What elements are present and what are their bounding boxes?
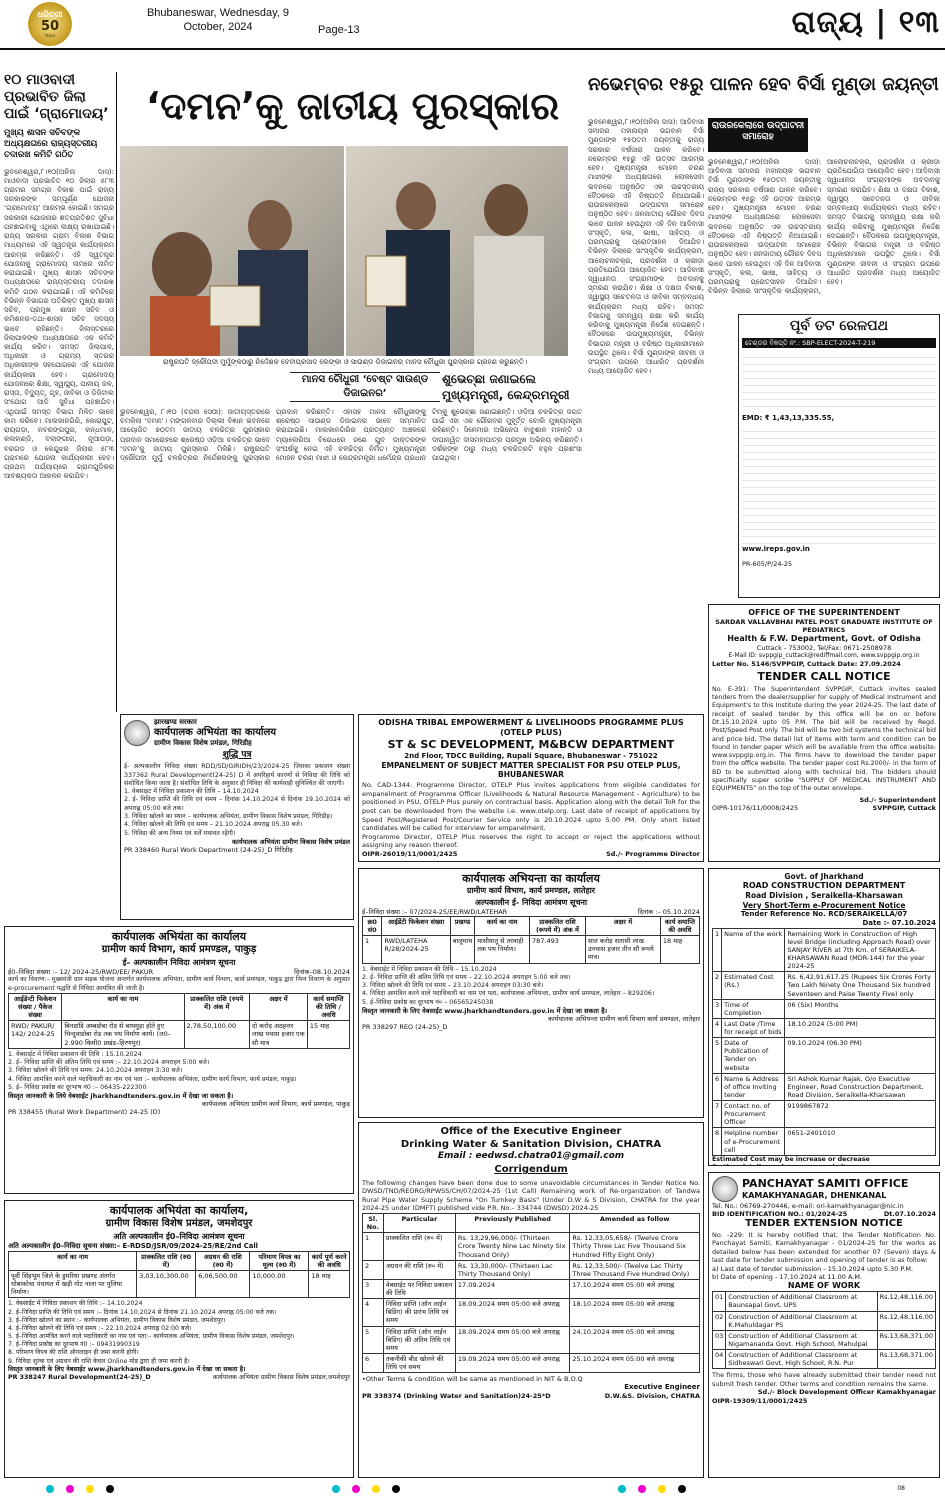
pakur-th-3: अक्षर में <box>249 993 307 1020</box>
jsr-sub: अति अल्पकालीन ई0–निविदा आमंत्रण सूचना <box>113 1232 245 1242</box>
print-registration-strip <box>0 1482 945 1497</box>
pakur-site: विस्तृत जानकारी के लिये वेबसाईट jharkhandtenders.gov.in में देखा जा सकता है। <box>8 1092 234 1101</box>
column-rule <box>116 72 117 712</box>
chatra-cell-5-2: 19.09.2024 समय 05:00 बजे अपराह्न <box>455 1353 569 1372</box>
latehar-td-5: सात करोड़ सतासी लाख उनचास हजार तीन सौ रूपये मात्र। <box>585 936 660 963</box>
latehar-th-6: कार्य समाप्ति की अवधि <box>660 916 699 935</box>
anniversary-logo <box>28 2 72 46</box>
ecor-title: ପୂର୍ବ ତଟ ରେଳପଥ <box>789 318 889 334</box>
table-row <box>363 936 700 963</box>
chatra-th-1: Particular <box>383 1214 455 1233</box>
pakur-ad <box>4 926 354 1194</box>
panchayat-b: b) Date of opening - 17.10.2024 at 11.00 A.M. <box>712 1273 863 1282</box>
work-cell-1-0: 02 <box>713 1311 726 1330</box>
panchayat-ref: OIPR-19309/11/0001/2425 <box>712 1396 808 1405</box>
rcd-cell-7-0: 8 <box>713 1128 722 1155</box>
chatra-th-2: Previously Published <box>455 1214 569 1233</box>
jsr-td-3: 10,000.00 <box>250 1270 309 1297</box>
rcd-cell-2-2: 06 (Six) Months <box>785 999 936 1018</box>
chatra-ad <box>358 1122 704 1478</box>
giridih-line3: ग्रामीण विकास विशेष प्रमंडल, गिरिडीह <box>154 739 252 748</box>
giridih-body: ई- अल्पकालीन निविदा संख्या RDD/SD/GIRIDH/23/2024-25 जिसका प्रकाशन संख्या 337362 Rural Development(24-25) D में अपरिहार्य कारणों से निविदा की तिथि को संशोधित किया जाता है। संशोधित तिथि के अनुसार ही निविदा की कार्यवाही सुनिश्चित की जाएगी। 1. वेबसाइट में निविदा प्रकाशन की तिथि – 14.10.2024 2. ई- निविदा प्राप्ति की तिथि एवं समय – दिनांक 14.10.2024 से दिनांक 19.10.2024 को अपराह्न 05:00 बजे तक। 3. निविदा खोलने का स्थान – कार्यपालक अभियंता, ग्रामीण विकास विशेष प्रमंडल, गिरिडीह। 4. निविदा खोलने की तिथि एवं समय – 21.10.2024 अपराह्न 05.30 बजे। 5. निविदा की अन्य नियम एवं शर्तें यथावत रहेंगी। <box>124 763 350 837</box>
otelp-head2: ST & SC DEVELOPMENT, M&BCW DEPARTMENT <box>387 738 675 751</box>
panchayat-body: No. -229: It is hereby notified that, the Tender Notification No. Panchayat Samiti, Kamakhyanagar - 01/2024-25 for the works as detailed below has been extended for another 07 (Seven) days & last date for tender submission and opening of tender is as follow: <box>712 1230 936 1265</box>
table-row <box>363 1353 700 1372</box>
pakur-sub: ई– अल्पकालीन निविदा आमंत्रण सूचना <box>122 958 236 968</box>
pakur-th-2: प्राक्कलित राशि (रुपये में) अंक में <box>184 993 249 1020</box>
rcd-cell-5-2: Sri Ashok Kumar Rajak, O/o Executive Engineer, Road Construction Department, Road Division, Seraikella-Kharsawan <box>785 1073 936 1100</box>
svppgip-line1: OFFICE OF THE SUPERINTENDENT <box>748 608 900 617</box>
latehar-sign: कार्यपालक अभियन्ता ग्रामीण कार्य विभाग कार्य प्रमण्डल, लातेहार <box>548 1015 700 1024</box>
chatra-line2: Drinking Water & Sanitation Division, CHATRA <box>400 1138 662 1150</box>
giridih-ad <box>120 714 354 920</box>
work-cell-0-1: Construction of Additional Classroom at Baunsapal Govt. UPS <box>726 1292 877 1311</box>
pakur-td-2: 2,78,50,100.00 <box>184 1021 249 1048</box>
chatra-cell-1-3: Rs. 12,33,500/- (Twelve Lac Thirty Three Thousand Five Hundred Only) <box>570 1260 700 1279</box>
pakur-date: दिनांक–08.10.2024 <box>294 968 350 977</box>
pakur-notes: 1. वेबसाईट में निविदा प्रकाशन की तिथि : 15.10.2024 2. ई– निविदा प्राप्ति की अंतिम तिथि एवं समय :– 22.10.2024 अपराहन 5:00 बजे। 3. निविदा खोलने की तिथि एवं समय: 24.10.2024 अपराहन 3:30 बजे। 4. निविदा आमंत्रित करने वाले पदाधिकारी का नाम एवं पता :– कार्यपालक अभियंता, ग्रामीण कार्य विभाग, कार्य प्रमंडल, पाकुड़। 5. ई– निविदा प्रकोष्ठ का दूरभाष नं0 :– 06435-222300 <box>8 1050 297 1091</box>
chatra-cell-5-1: तकनीकी बीड खोलने की तिथि एवं समय <box>383 1353 455 1372</box>
ecor-text-lines-2 <box>742 425 936 545</box>
work-cell-3-2: Rs.13,68,371.00 <box>877 1350 935 1369</box>
giridih-sub: शुद्धि पत्र <box>222 750 252 760</box>
pakur-intro: कार्य का विवरण:– मुख्यमंत्री ग्राम सड़क योजना अन्तर्गत कार्यपालक अभियंता, ग्रामीण कार्य विभाग, कार्य प्रमण्डल, पाकुड़ द्वारा निम्न विवरण के अनुसार e-procurement पद्धति से निविदा आमंत्रित की जाती है। <box>8 976 350 992</box>
ecor-site: www.ireps.gov.in <box>742 545 810 554</box>
jsr-table <box>8 1251 350 1299</box>
rcd-cell-7-1: Helpline number of e-Procurement cell <box>722 1128 785 1155</box>
logo-text: ଧରିତ୍ରୀ <box>37 10 63 19</box>
jsr-line2: ग्रामीण विकास विशेष प्रमंडल, जमशेदपुर <box>105 1217 253 1229</box>
latehar-table <box>362 916 700 964</box>
table-row <box>9 1021 350 1048</box>
latehar-site: विस्तृत जानकारी के लिए वेबसाईट www.jharkhandtenders.gov.in में देखा जा सकता है। <box>362 1006 608 1015</box>
latehar-td-6: 18 माह <box>660 936 699 963</box>
odisha-emblem-icon <box>712 1176 738 1202</box>
rcd-note2 <box>712 1164 936 1166</box>
chatra-table <box>362 1213 700 1373</box>
giridih-ref: PR 338460 Rural Work Department (24-25)_D गिरिडीह <box>124 846 293 855</box>
table-row <box>713 972 936 999</box>
chatra-cell-3-0: 4 <box>363 1299 384 1326</box>
chatra-line3: Email : eedwsd.chatra01@gmail.com <box>437 1151 625 1161</box>
latehar-notes: 1. वेबसाईट में निविदा प्रकाशन की तिथि – 15.10.2024 2. ई- निविदा प्राप्ति की अंतिम तिथि एवं समय – 22.10.2024 अपराहन 5:00 बजे तक। 3. निविदा खोलने की तिथि एवं समय – 23.10.2024 अपराहन 03:30 बजे। 4. निविदा आमंत्रित करने वाले पदाधिकारी का नाम एवं पता, कार्यपालक अभियन्ता, ग्रामीण कार्य प्रमण्डल, लातेहार – 829206। 5. ई–निविदा प्रकोष्ठ का दूरभाष नं० – 06565245038 <box>362 965 655 1006</box>
svppgip-footer <box>712 804 936 812</box>
table-row <box>713 1038 936 1074</box>
pakur-line2: ग्रामीण कार्य विभाग, कार्य प्रमण्डल, पाकुड़ <box>101 943 257 955</box>
logo-sub: Years <box>44 33 56 38</box>
ecor-ad <box>738 314 940 598</box>
chatra-sub: Corrigendum <box>494 1164 568 1176</box>
award-photo-right <box>346 146 568 356</box>
svppgip-sign2: SVPPGIP, Cuttack <box>872 803 936 812</box>
chatra-cell-3-1: निविदा प्राप्ति (ऑन लाईन बिडिंग) की प्रारंभ तिथि एवं समय <box>383 1299 455 1326</box>
chatra-cell-4-1: निविदा प्राप्ति (ऑन लाईन बिडिंग) की अंतिम तिथि एवं समय <box>383 1326 455 1353</box>
otelp-head4: EMPANELMENT OF SUBJECT MATTER SPECIALIST FOR PSU OTELP PLUS, BHUBANESWAR <box>381 760 681 779</box>
registration-dots-3 <box>612 1485 692 1496</box>
work-cell-2-1: Construction of Additional Classroom at Nigamananda Govt. High School, Mahulpal <box>726 1330 877 1349</box>
rcd-table <box>712 928 936 1156</box>
rcd-line4: Very Short-Term e-Procurement Notice <box>742 900 906 910</box>
work-cell-0-2: Rs.12,48,116.00 <box>877 1292 935 1311</box>
otelp-head1: ODISHA TRIBAL EMPOWERMENT & LIVELIHOODS PROGRAMME PLUS (OTELP PLUS) <box>378 718 684 737</box>
jsr-footer <box>8 1374 350 1382</box>
work-cell-1-2: Rs.12,48,116.00 <box>877 1311 935 1330</box>
birsa-subbox <box>708 118 808 152</box>
panchayat-title: PANCHAYAT SAMITI OFFICE <box>742 1177 909 1191</box>
table-header <box>363 1214 700 1233</box>
chatra-th-3: Amended as follow <box>570 1214 700 1233</box>
latehar-th-2: प्रखण्ड <box>450 916 475 935</box>
ecor-tender-no: ଟେଣ୍ଡର ବିଜ୍ଞପ୍ତି ନଂ.: SBP-ELECT-2024-T-219 <box>742 338 936 348</box>
pakur-td-3: दो करोड़ अठहत्तर लाख पचास हजार एक सौ मात्र <box>249 1021 307 1048</box>
table-row <box>363 1326 700 1353</box>
svppgip-line6: Letter No. 5146/SVPPGIP, Cuttack Date: 27.09.2024 <box>712 659 901 668</box>
chatra-sign1: Executive Engineer <box>624 1383 700 1392</box>
chatra-cell-1-1: अग्रधन की राशि (रु० में) <box>383 1260 455 1279</box>
table-header <box>9 1251 350 1270</box>
jsr-sign: कार्यपालक अभियंता ग्रामीण विकास विशेष प्रमंडल,जमशेदपुर <box>212 1373 350 1381</box>
latehar-noline <box>362 908 700 916</box>
latehar-th-0: क्र0 सं0 <box>363 916 382 935</box>
otelp-body: No. CAD-1344: Programme Director, OTELP Plus invites applications from eligible candidates for empanelment of Programme Officer (Livelihoods & Natural Resource Management - Agriculture) to be positioned in PSU, OTELP Plus purely on contractual basis. Application along with the detail ToR for the post can be downloaded from the website i.e. www.otelp.org. Last date of receipt of applications by Speed Post/Registered Post/Courier Service only is 20.10.2024 upto 5.00 PM. Only short listed candidates will be called for interview for empanelment. Programme Director, OTELP Plus reserves the right to accept or reject the applications without assigning any reason thereof. <box>362 781 700 850</box>
otelp-ref: OIPR-26019/11/0001/2425 <box>362 849 458 858</box>
dateline: Bhubaneswar, Wednesday, 9 October, 2024 <box>146 7 290 34</box>
registration-dots-2 <box>326 1485 406 1496</box>
jsr-line1: कार्यपालक अभियंता का कार्यालय, <box>109 1204 249 1217</box>
rcd-cell-0-2: Remaining Work in Construction of High level Bridge (including Approach Road) over SANJAY RIVER at 7th Km. of SERAIKELA-KHARSAWAN Road (MDR-144) for the year 2024-25 <box>785 928 936 972</box>
jsr-td-1: 3,03,10,300.00 <box>137 1270 196 1297</box>
latehar-td-2: बालूमाथ <box>450 936 475 963</box>
masthead-logo <box>6 2 76 46</box>
jsr-td-4: 18 माह <box>309 1270 350 1297</box>
rcd-date: Date :- 07.10.2024 <box>862 918 936 927</box>
birsa-headline: ନଭେମ୍ବର ୧୫ରୁ ପାଳନ ହେବ ବିର୍ସା ମୁଣ୍ଡା ଜୟନ୍ତୀ <box>588 74 939 95</box>
registration-marks <box>0 1482 945 1497</box>
chatra-cell-0-0: 1 <box>363 1233 384 1260</box>
daman-headline: ‘ଦମନ’କୁ ଜାତୀୟ ପୁରସ୍କାର <box>145 84 560 128</box>
rcd-refline: Tender Reference No. RCD/SERAIKELLA/07 <box>740 910 908 919</box>
chatra-note: •Other Terms & condition will be same as mentioned in NIT & B.O.Q <box>362 1375 583 1384</box>
latehar-th-4: प्राक्कलित राशि (रूपये में) अंक में <box>530 916 586 935</box>
chatra-line1: Office of the Executive Engineer <box>440 1126 622 1137</box>
rcd-cell-3-0: 4 <box>713 1018 722 1037</box>
rcd-cell-0-0: 1 <box>713 928 722 972</box>
daman-subhead: ମାନସ ଚୌଧୁରୀ ‘ବେଷ୍ଟ ସାଉଣ୍ଡ ଡିଜାଇନର’ <box>301 374 429 399</box>
logo-years: 50 <box>40 19 60 34</box>
story-gramodaya <box>4 72 114 712</box>
jsr-th-2: अग्रधन की राशि (रु0 में) <box>196 1251 250 1270</box>
chatra-intro: The following changes have been done due to some unavoidable circumstances in Tender Notice No. DWSD/TND/REORG/RPWSS/CH/07/2024-25 (1st Call) Remaining work of Re-organization of Tandwa Rural Pipe Water Supply Scheme "On Turnkey Basis" (Under D.W & S Division, CHATRA for the year 2024-25 under (DMFT) published vide P.R. No.– 334744 (DWSD) 2024-25 <box>362 1178 700 1213</box>
otelp-footer <box>362 850 700 858</box>
latehar-ref: PR 338297 REO (24-25)_D <box>362 1023 448 1032</box>
panchayat-table <box>712 1291 936 1369</box>
table-row <box>363 1233 700 1260</box>
latehar-no: ई–निविदा संख्या :– 07/2024-25/EE/RWD/LATEHAR <box>362 907 508 916</box>
chatra-cell-5-0: 6 <box>363 1353 384 1372</box>
pakur-th-0: आईडेन्टी फिकेशन संख्या / पैकेज संख्या <box>9 993 62 1020</box>
giridih-line1: झारखण्ड सरकार <box>154 718 197 726</box>
table-header <box>9 993 350 1020</box>
panchayat-bid: BID IDENTIFICATION NO.: 01/2024-25 <box>712 1210 848 1219</box>
jsr-notes: 1. वेबसाईट में निविदा प्रकाशन की तिथि :– 14.10.2024 2. ई–निविदा प्राप्ति की तिथि एवं समय :– दिनांक 14.10.2024 से दिनांक 21.10.2024 अपराह्न 05:00 बजे तक। 3. ई–निविदा खोलने का स्थान :– कार्यपालक अभियंता, ग्रामीण विकास विशेष प्रमंडल, जमशेदपुर। 4. ई–निविदा खोलने की तिथि एवं समय :– 22.10.2024 अपराह्न 02:00 बजे। 5. ई–निविदा आमंत्रित करने वाले पदाधिकारी का नाम एवं पता:– कार्यपालक अभियंता, ग्रामीण विकास विशेष प्रमंडल, जमशेदपुर। 7. ई–निविदा प्रकोष्ठ का दूरभाष नं0 :– 09431990319 8. परिमाण विपत्र की राशि ऑनलाइन ही जमा करनी होगी। 9. निविदा शुल्क एवं अग्रधन की राशि केवल Online मोड द्वारा ही जमा करनी है। <box>8 1300 295 1365</box>
rcd-cell-4-2: 09.10.2024 (06.30 PM) <box>785 1038 936 1074</box>
latehar-td-0: 1 <box>363 936 382 963</box>
work-cell-1-1: Construction of Additional Classroom at K.Mahuldagar PS <box>726 1311 877 1330</box>
jsr-site: विस्तृत जानकारी के लिए वेबसाईट www.jharkhandtenders.gov.in में देखा जा सकता है। <box>8 1365 246 1373</box>
chatra-th-0: Sl. No. <box>363 1214 384 1233</box>
latehar-date: दिनांक :– 05.10.2024 <box>637 907 700 916</box>
jamshedpur-ad <box>4 1200 354 1478</box>
work-cell-2-2: Rs.13,68,371.00 <box>877 1330 935 1349</box>
giridih-line2: कार्यपालक अभियंता का कार्यालय <box>154 726 277 738</box>
rcd-ad <box>708 868 940 1166</box>
table-row <box>713 1350 936 1369</box>
table-row <box>713 1292 936 1311</box>
work-cell-0-0: 01 <box>713 1292 726 1311</box>
latehar-td-4: 787.493 <box>530 936 586 963</box>
otelp-sign: Sd./- Programme Director <box>606 849 700 858</box>
section-name: ରାଜ୍ୟ | ୧୩ <box>791 5 940 40</box>
award-photo-left <box>120 146 344 356</box>
panchayat-line3: Tel. No.: 06769-270446, e-mail: ori-kamakhyanagar@nic.in <box>712 1202 904 1210</box>
jsr-th-3: परिमाण विपत्र का मूल्य (रु0 में) <box>250 1251 309 1270</box>
pakur-th-1: कार्य का नाम <box>62 993 184 1020</box>
chatra-footer <box>362 1392 700 1400</box>
rcd-cell-3-1: Last Date /Time for receipt of bids <box>722 1018 785 1037</box>
pakur-no: ई0–निविदा संख्या :– 12/ 2024-25/RWD/EE/ PAKUR <box>8 968 154 977</box>
panchayat-ad <box>708 1172 940 1478</box>
otelp-ad <box>358 714 704 862</box>
table-row <box>363 1279 700 1298</box>
svppgip-line2: SARDAR VALLAVBHAI PATEL POST GRADUATE INSTITUTE OF PEDIATRICS <box>715 618 933 635</box>
chatra-cell-3-2: 18.09.2024 समय 05:00 बजे अपराह्न <box>455 1299 569 1326</box>
jsr-td-2: 6,06,500.00 <box>196 1270 250 1297</box>
rcd-cell-6-1: Contact no. of Procurement Officer <box>722 1101 785 1128</box>
svppgip-body: No. E-391: The Superintendent SVPPGIP, Cuttack invites sealed tenders from the dealer/supplier for supply of Medical Instrument and Equipment's to this Institute during the year 2024-25. The last date of receipt of sealed tender by this office will be on or before Dt.15.10.2024 upto 05 P.M. The bid will be received by Regd. Post/Speed Post only. The bid will be two bid systems the technical bid and price bid. The detail list of items with term and condition can be found in tender paper which will be available from the office website: www.svppgip.org.in. The firms have to download the tender paper from the office website. The tender paper cost Rs.2000/- in the form of BD to be submitted along with technical bid. The bidders should specifically super scribe “SUPPLY OF MEDICAL INSTRUMENT AND EQUIPMENTS” on the top of the outer envelope. <box>712 685 936 793</box>
pakur-table <box>8 993 350 1049</box>
chatra-cell-4-3: 24.10.2024 समय 05:00 बजे अपराह्न <box>570 1326 700 1353</box>
latehar-line2: ग्रामीण कार्य विभाग, कार्य प्रमण्डल, लातेहार <box>466 885 596 895</box>
rcd-cell-3-2: 18.10.2024 (5:00 PM) <box>785 1018 936 1037</box>
daman-body: ଭୁବନେଶ୍ୱର, ୮।୧୦ (ବନ୍ଦନା ସେଠୀ): ଜାତୀୟସ୍ତରରେ ଚମକିଲା ‘ଦମନ’। ମଙ୍ଗଳବାର ଦିଲ୍ଲୀ ବିଜ୍ଞାନ ଭବନରେ ଆୟୋଜିତ ୭୦ତମ ଜାତୀୟ ଚଳଚ୍ଚିତ୍ର ପୁରସ୍କାର ପ୍ରଦାନ ସମାରୋହରେ ଶ୍ରେଷ୍ଠ ଓଡ଼ିଆ ଚଳଚ୍ଚିତ୍ର ଭାବେ ‘ଦମନ’କୁ ଜାତୀୟ ପୁରସ୍କାର ମିଳିଛି। ରାଷ୍ଟ୍ରପତି ଦ୍ରୌପଦୀ ମୁର୍ମୁ ଚଳଚ୍ଚିତ୍ରର ନିର୍ଦ୍ଦେଶକଙ୍କୁ ପୁରସ୍କାର ପ୍ରଦାନ କରିଛନ୍ତି। ଏହାସହ ମାନସ ଚୌଧୁରୀଙ୍କୁ ଶ୍ରେଷ୍ଠ ସାଉଣ୍ଡ ଡିଜାଇନର ଭାବେ ସମ୍ମାନିତ କରାଯାଇଛି। ମାଲକାନଗିରିର ପ୍ରତ୍ୟନ୍ତ ଅଞ୍ଚଳରେ ମ୍ୟାଲେରିଆ ବିରୋଧରେ ଜଣେ ଯୁବ ଡାକ୍ତରଙ୍କ ସଂଘର୍ଷକୁ ନେଇ ଏହି ଚଳଚ୍ଚିତ୍ର ନିର୍ମିତ। ମୁଖ୍ୟମନ୍ତ୍ରୀ ମୋହନ ଚରଣ ମାଝୀ ଓ କେନ୍ଦ୍ରମନ୍ତ୍ରୀ ଧର୍ମେନ୍ଦ୍ର ପ୍ରଧାନ ଟିମ୍‌କୁ ଶୁଭେଚ୍ଛା ଜଣାଇଛନ୍ତି। ଓଡ଼ିଆ ଚଳଚ୍ଚିତ୍ର ଜଗତ ପାଇଁ ଏହା ଏକ ଗୌରବର ମୁହୂର୍ତ୍ତ ବୋଲି ମୁଖ୍ୟମନ୍ତ୍ରୀ କହିଛନ୍ତି। ସିନେମାର ଅଭିନେତା ବାବୁଶାନ ମହାନ୍ତି ଓ ଦୀପାନ୍ୱିତ ଦାସମହାପାତ୍ର ପ୍ରମୁଖ ଅଭିନୟ କରିଛନ୍ତି। ଦର୍ଶକଙ୍କ ଠାରୁ ମଧ୍ୟ ଚଳଚ୍ଚିତ୍ରଟି ବହୁଳ ପ୍ରଶଂସା ପାଇଥିଲା। <box>120 408 582 463</box>
rcd-cell-7-2: 0651-2401010 <box>785 1128 936 1155</box>
work-cell-3-0: 04 <box>713 1350 726 1369</box>
story-headline: ୧୦ ମାଓବାଦୀ ପ୍ରଭାବିତ ଜିଲା ପାଇଁ ‘ଗ୍ରାମୋଦୟ’ <box>4 72 109 122</box>
chatra-cell-1-0: 2 <box>363 1260 384 1279</box>
panchayat-sub: TENDER EXTENSION NOTICE <box>745 1218 903 1230</box>
chatra-cell-2-0: 3 <box>363 1279 384 1298</box>
rcd-cell-6-0: 7 <box>713 1101 722 1128</box>
page-number: Page-13 <box>318 24 360 36</box>
pakur-th-4: कार्य समाप्ति की तिथि / अवधि <box>307 993 349 1020</box>
jsr-no: अति अल्पकालीन ई0–निविदा सूचना संख्या:– E-RDSD/JSR/09/2024-25/RE/2nd Call <box>8 1242 259 1251</box>
svppgip-line4: Cuttack - 753002, Tel/Fax: 0671-2508978 <box>756 644 892 653</box>
birsa-body-cont: ଭୁବନେଶ୍ୱର,୮।୧୦(ଅନିଲ ଦାସ): ଆଦିବାସୀ ସମାଜର ମହାନାୟକ ଭଗବାନ ବିର୍ସା ମୁଣ୍ଡାଙ୍କ ୧୫୦ତମ ଜୟନ୍ତୀକୁ ରାଜ୍ୟ ସରକାର ବର୍ଷସାରା ପାଳନ କରିବେ। ନଭେମ୍ବର ୧୫ରୁ ଏହି ଉତ୍ସବ ଆରମ୍ଭ ହେବ। ମୁଖ୍ୟମନ୍ତ୍ରୀ ମୋହନ ଚରଣ ମାଝୀଙ୍କ ଅଧ୍ୟକ୍ଷତାରେ ଲୋକସେବା ଭବନରେ ଅନୁଷ୍ଠିତ ଏକ ଉଚ୍ଚସ୍ତରୀୟ ବୈଠକରେ ଏହି ନିଷ୍ପତ୍ତି ନିଆଯାଇଛି। ରାଉରକେଲାରେ ଉଦ୍‌ଘାଟନୀ ସମାରୋହ ଅନୁଷ୍ଠିତ ହେବ। ଜନଜାତୀୟ ଗୌରବ ଦିବସ ଭାବେ ପାଳନ ହେଉଥିବା ଏହି ଦିନ ଆଦିବାସୀ ସଂସ୍କୃତି, କଳା, ଭାଷା, ସାହିତ୍ୟ ଓ ପରମ୍ପରାକୁ ପ୍ରୋତ୍ସାହନ ଦିଆଯିବ। ବିଭିନ୍ନ ଜିଲାରେ ସାଂସ୍କୃତିକ କାର୍ଯ୍ୟକ୍ରମ, ଆଲୋଚନାଚକ୍ର, ପ୍ରଦର୍ଶନୀ ଓ କ୍ରୀଡ଼ା ପ୍ରତିଯୋଗିତା ଆୟୋଜିତ ହେବ। ଆଦିବାସୀ ସ୍ୱାଧୀନତା ସଂଗ୍ରାମୀଙ୍କ ଅବଦାନକୁ ସ୍ମରଣ କରାଯିବ। ଶିକ୍ଷା ଓ ଦକ୍ଷତା ବିକାଶ, ସ୍ୱାସ୍ଥ୍ୟ ସଚେତନତା ଓ ଜୀବିକା ସମ୍ବନ୍ଧୀୟ କାର୍ଯ୍ୟକ୍ରମ ମଧ୍ୟ ରହିବ। ସମସ୍ତ ବିଭାଗକୁ ସମନ୍ୱୟ ରକ୍ଷା କରି କାର୍ଯ୍ୟ କରିବାକୁ ମୁଖ୍ୟମନ୍ତ୍ରୀ ନିର୍ଦ୍ଦେଶ ଦେଇଛନ୍ତି। ବୈଠକରେ ଉପମୁଖ୍ୟମନ୍ତ୍ରୀ, ବିଭିନ୍ନ ବିଭାଗର ମନ୍ତ୍ରୀ ଓ ବରିଷ୍ଠ ଅଧିକାରୀମାନେ ଉପସ୍ଥିତ ଥିଲେ। ବିର୍ସା ମୁଣ୍ଡାଙ୍କ ଜୀବନୀ ଓ ସଂଗ୍ରାମ ଉପରେ ଆଧାରିତ ପ୍ରଦର୍ଶନୀ ମଧ୍ୟ ଆୟୋଜିତ ହେବ। <box>708 158 940 296</box>
svppgip-line5: E-Mail ID: svppgip_cuttack@rediffmail.com, www.svppgip.org.in <box>728 652 920 660</box>
panchayat-line2: KAMAKHYANAGAR, DHENKANAL <box>742 1190 887 1200</box>
ecor-ref: PR-605/P/24-25 <box>742 560 793 569</box>
rcd-cell-1-0: 2 <box>713 972 722 999</box>
emblem-icon <box>124 720 150 746</box>
table-row <box>713 1128 936 1155</box>
chatra-cell-4-0: 5 <box>363 1326 384 1353</box>
svppgip-line3: Health & F.W. Department, Govt. of Odisha <box>727 634 921 644</box>
page-footer-number: 08 <box>897 1485 905 1492</box>
otelp-head3: 2nd Floor, TDCC Building, Rupali Square, Bhubaneswar - 751022 <box>404 751 658 760</box>
rcd-cell-4-1: Date of Publication of Tender on website <box>722 1038 785 1074</box>
chatra-cell-4-2: 18.09.2024 समय 05:00 बजे अपराह्न <box>455 1326 569 1353</box>
chatra-cell-0-1: प्राक्कलित राशि (रु० में) <box>383 1233 455 1260</box>
panchayat-header <box>712 1176 936 1202</box>
svppgip-ad <box>708 604 940 862</box>
rcd-line2: ROAD CONSTRUCTION DEPARTMENT <box>742 881 906 891</box>
svppgip-sign1: Sd./- Superintendent <box>859 795 936 804</box>
rcd-line3: Road Division , Seraikella-Kharsawan <box>745 891 903 901</box>
giridih-header <box>124 718 350 748</box>
table-row <box>9 1270 350 1297</box>
table-header <box>363 916 700 935</box>
greet-box <box>442 372 582 412</box>
table-row <box>363 1299 700 1326</box>
table-row <box>713 1073 936 1100</box>
jsr-th-4: कार्य पूर्ण करने की अवधि <box>309 1251 350 1270</box>
latehar-ad <box>358 868 704 1118</box>
svppgip-ref: OIPR-10176/11/0008/2425 <box>712 803 799 812</box>
header-rule <box>0 48 945 50</box>
greet-headline: ଶୁଭେଚ୍ଛା ଜଣାଇଲେ ମୁଖ୍ୟମନ୍ତ୍ରୀ, କେନ୍ଦ୍ରମନ୍ତ୍ରୀ <box>442 372 570 402</box>
pakur-td-1: बिनडांडि अम्बडोबा रोड से बाथमुड़ा होते हुए चिन्दुवाडोबा रोड तक पथ निर्माण कार्य। (ल0–2.990 किमी0 प्रखंड–हिरणपुर) <box>62 1021 184 1048</box>
pakur-line1: कार्यपालक अभियंता का कार्यालय <box>111 930 247 943</box>
pakur-td-0: RWD/ PAKUR/ 142/ 2024-25 <box>9 1021 62 1048</box>
jsr-td-0: पूर्वी सिंहभूम जिले के डुमरिया प्रखण्ड अंतर्गत धोबाकोचा पंचायत में खड़ी गोट नाला पर पुलिया निर्माण। <box>9 1270 137 1297</box>
panchayat-a: a) Last date of tender submission - 15.10.2024 upto 5.30 P.M. <box>712 1265 914 1274</box>
panchayat-date: Dt.07.10.2024 <box>883 1210 936 1219</box>
rcd-cell-0-1: Name of the work <box>722 928 785 972</box>
pakur-ref: PR 338455 (Rural Work Department) 24-25 (D) <box>8 1108 161 1117</box>
chatra-cell-3-3: 18.10.2024 समय 05:00 बजे अपराह्न <box>570 1299 700 1326</box>
chatra-cell-0-2: Rs. 13,29,96,000/- (Thirteen Crore Twenty Nine Lac Ninety Six Thousand Only) <box>455 1233 569 1260</box>
ecor-text-lines <box>742 351 936 411</box>
panchayat-sign: Sd./- Block Development Officer Kamakhyanagar <box>757 1388 936 1397</box>
rcd-cell-1-1: Estimated Cost (Rs.) <box>722 972 785 999</box>
award-photo-left-art <box>120 146 344 356</box>
table-row <box>713 1101 936 1128</box>
daman-headline-box <box>120 80 585 140</box>
panchayat-bidline <box>712 1210 936 1218</box>
latehar-sub: अल्पकालीन ई- निविदा आमंत्रण सूचना <box>474 897 588 907</box>
rcd-cell-2-0: 3 <box>713 999 722 1018</box>
birsa-body: ଭୁବନେଶ୍ୱର,୮।୧୦(ଅନିଲ ଦାସ): ଆଦିବାସୀ ସମାଜର ମହାନାୟକ ଭଗବାନ ବିର୍ସା ମୁଣ୍ଡାଙ୍କ ୧୫୦ତମ ଜୟନ୍ତୀକୁ ରାଜ୍ୟ ସରକାର ବର୍ଷସାରା ପାଳନ କରିବେ। ନଭେମ୍ବର ୧୫ରୁ ଏହି ଉତ୍ସବ ଆରମ୍ଭ ହେବ। ମୁଖ୍ୟମନ୍ତ୍ରୀ ମୋହନ ଚରଣ ମାଝୀଙ୍କ ଅଧ୍ୟକ୍ଷତାରେ ଲୋକସେବା ଭବନରେ ଅନୁଷ୍ଠିତ ଏକ ଉଚ୍ଚସ୍ତରୀୟ ବୈଠକରେ ଏହି ନିଷ୍ପତ୍ତି ନିଆଯାଇଛି। ରାଉରକେଲାରେ ଉଦ୍‌ଘାଟନୀ ସମାରୋହ ଅନୁଷ୍ଠିତ ହେବ। ଜନଜାତୀୟ ଗୌରବ ଦିବସ ଭାବେ ପାଳନ ହେଉଥିବା ଏହି ଦିନ ଆଦିବାସୀ ସଂସ୍କୃତି, କଳା, ଭାଷା, ସାହିତ୍ୟ ଓ ପରମ୍ପରାକୁ ପ୍ରୋତ୍ସାହନ ଦିଆଯିବ। ବିଭିନ୍ନ ଜିଲାରେ ସାଂସ୍କୃତିକ କାର୍ଯ୍ୟକ୍ରମ, ଆଲୋଚନାଚକ୍ର, ପ୍ରଦର୍ଶନୀ ଓ କ୍ରୀଡ଼ା ପ୍ରତିଯୋଗିତା ଆୟୋଜିତ ହେବ। ଆଦିବାସୀ ସ୍ୱାଧୀନତା ସଂଗ୍ରାମୀଙ୍କ ଅବଦାନକୁ ସ୍ମରଣ କରାଯିବ। ଶିକ୍ଷା ଓ ଦକ୍ଷତା ବିକାଶ, ସ୍ୱାସ୍ଥ୍ୟ ସଚେତନତା ଓ ଜୀବିକା ସମ୍ବନ୍ଧୀୟ କାର୍ଯ୍ୟକ୍ରମ ମଧ୍ୟ ରହିବ। ସମସ୍ତ ବିଭାଗକୁ ସମନ୍ୱୟ ରକ୍ଷା କରି କାର୍ଯ୍ୟ କରିବାକୁ ମୁଖ୍ୟମନ୍ତ୍ରୀ ନିର୍ଦ୍ଦେଶ ଦେଇଛନ୍ତି। ବୈଠକରେ ଉପମୁଖ୍ୟମନ୍ତ୍ରୀ, ବିଭିନ୍ନ ବିଭାଗର ମନ୍ତ୍ରୀ ଓ ବରିଷ୍ଠ ଅଧିକାରୀମାନେ ଉପସ୍ଥିତ ଥିଲେ। ବିର୍ସା ମୁଣ୍ଡାଙ୍କ ଜୀବନୀ ଓ ସଂଗ୍ରାମ ଉପରେ ଆଧାରିତ ପ୍ରଦର୍ଶନୀ ମଧ୍ୟ ଆୟୋଜିତ ହେବ। <box>588 118 704 376</box>
chatra-sign2: D.W.&S. Division, CHATRA <box>604 1392 700 1401</box>
chatra-cell-2-3: 17.10.2024 समय 05:00 बजे अपराह्न <box>570 1279 700 1298</box>
work-cell-2-0: 03 <box>713 1330 726 1349</box>
latehar-td-1: RWD/LATEHA R/28/2024-25 <box>382 936 450 963</box>
jsr-ref: PR 338247 Rural Development(24-25)_D <box>8 1373 151 1381</box>
jsr-th-0: कार्य का नाम <box>9 1251 137 1270</box>
panchayat-workhead: NAME OF WORK <box>787 1281 861 1291</box>
chatra-cell-2-1: वेबसाईट पर निविदा प्रकाशन की तिथि <box>383 1279 455 1298</box>
table-row <box>713 928 936 972</box>
story-body: ଭୁବନେଶ୍ୱର,୮।୧୦(ଅନିଲ ଦାସ): ମାଓବାଦୀ ପ୍ରଭାବିତ ୧୦ ଜିଲାର ୫୮୩ ଗ୍ରାମର ସମଗ୍ର ବିକାଶ ପାଇଁ ରାଜ୍ୟ ସରକାରଙ୍କ ସମ୍ପୂର୍ଣ୍ଣ ଯୋଜନା ‘ଗ୍ରାମୋଦୟ’ ଆରମ୍ଭ ହୋଇଛି। ସମଗ୍ର ସରକାରୀ ଯୋଜନାର ଶତପ୍ରତିଶତ ସୁବିଧା ପହଞ୍ଚାଇବାକୁ ଏଥିରେ ଲକ୍ଷ୍ୟ ରଖାଯାଇଛି। ରାଜ୍ୟ ସରକାର ଗ୍ରାମ ବିକାଶ ବିଭାଗ ମାଧ୍ୟମରେ ଏହି ସ୍ୱତନ୍ତ୍ର କାର୍ଯ୍ୟକ୍ରମ ଆରମ୍ଭ କରିଛନ୍ତି। ଏହି ସ୍ୱତନ୍ତ୍ର ଯୋଜନାକୁ ଗ୍ରାମୋଦୟ ନାମରେ ନାମିତ କରାଯାଇଛି। ମୁଖ୍ୟ ଶାସନ ସଚିବଙ୍କ ଅଧ୍ୟକ୍ଷତାରେ ରାଜ୍ୟସ୍ତରୀୟ ତଦାରଖ କମିଟି ଗଠନ କରାଯାଇଛି। ଏହି କମିଟିରେ ବିଭିନ୍ନ ବିଭାଗର ଅତିରିକ୍ତ ମୁଖ୍ୟ ଶାସନ ସଚିବ, ପ୍ରମୁଖ ଶାସନ ସଚିବ ଓ କମିଶନର-ତଥା-ଶାସନ ସଚିବ ସଦସ୍ୟ ଭାବେ ରହିଛନ୍ତି। ଜିଲାସ୍ତରରେ ଜିଲାପାଳଙ୍କ ଅଧ୍ୟକ୍ଷତାରେ ଏକ କମିଟି କାର୍ଯ୍ୟ କରିବ। ସମସ୍ତ ଜିଲାପାଳ, ଅଧିକାରୀ ଓ ଗ୍ରାମ୍ୟ ସ୍ତରର ଅଧିକାରୀଙ୍କ ସହଯୋଗରେ ଏହି ଯୋଜନା କାର୍ଯ୍ୟକାରୀ ହେବ। ଗ୍ରାମୋଦୟ ଯୋଜନାରେ ଶିକ୍ଷା, ସ୍ୱାସ୍ଥ୍ୟ, ପାନୀୟ ଜଳ, ରାସ୍ତା, ବିଦ୍ୟୁତ୍, ଗୃହ, ଜୀବିକା ଓ ଡିଜିଟାଲ ସଂଯୋଗ ଆଦି ସୁବିଧା ପହଞ୍ଚାଯିବ। ଏଥିପାଇଁ ସମସ୍ତ ବିଭାଗ ମିଳିତ ଭାବେ କାମ କରିବେ। ମାଲକାନଗିରି, କୋରାପୁଟ, ରାୟଗଡ଼ା, ନବରଙ୍ଗପୁର, କନ୍ଧମାଳ, କଳାହାଣ୍ଡି, ବଲାଙ୍ଗୀର, ନୂଆପଡ଼ା, ବରଗଡ଼ ଓ କେନ୍ଦୁଝର ଜିଲାର ୫୮୩ ଗ୍ରାମରେ ଯୋଜନା କାର୍ଯ୍ୟକାରୀ ହେବ। ପ୍ରଥମ ପର୍ଯ୍ୟାୟରେ ଗ୍ରାମଗୁଡ଼ିକର ଆବଶ୍ୟକତା ଆକଳନ କରାଯିବ। <box>4 167 114 481</box>
svppgip-title: TENDER CALL NOTICE <box>757 670 891 683</box>
ecor-emd: EMD: ₹ 1,43,13,335.55, <box>742 413 835 422</box>
rcd-cell-5-1: Name & Address of office Inviting tender <box>722 1073 785 1100</box>
chatra-cell-0-3: Rs. 12,33,05,658/- (Twelve Crore Thirty Three Lac Five Thousand Six Hundred Fifty Eight Only) <box>570 1233 700 1260</box>
chatra-ref: PR 338374 (Drinking Water and Sanitation)24-25*D <box>362 1392 551 1401</box>
table-row <box>713 999 936 1018</box>
table-row <box>363 1260 700 1279</box>
table-row <box>713 1330 936 1349</box>
rcd-cell-5-0: 6 <box>713 1073 722 1100</box>
photo-caption: ରାଷ୍ଟ୍ରପତି ଦ୍ରୌପଦୀ ମୁର୍ମୁଙ୍କଠାରୁ ନିର୍ଦ୍ଦେଶକ ଦେବୀପ୍ରସାଦ ଲେଙ୍କା ଓ ସାଉଣ୍ଡ ଡିଜାଇନର ମାନସ ଚୌଧୁରୀ ପୁରସ୍କାର ଗ୍ରହଣ କରୁଛନ୍ତି। <box>162 358 528 366</box>
daman-subhead-box <box>290 372 440 402</box>
chatra-cell-1-2: Rs. 13,30,000/- (Thirteen Lac Thirty Thousand Only) <box>455 1260 569 1279</box>
giridih-sign: कार्यपालक अभियंता ग्रामीण विकास विशेष प्रमंडल <box>232 837 350 846</box>
jsr-th-1: प्राक्कलित राशि (रु0 में) <box>137 1251 196 1270</box>
latehar-th-1: आईडेंटी फिकेशन संख्या <box>382 916 450 935</box>
birsa-subbox-text: ରାଉରକେଲାରେ ଉଦ୍‌ଘାଟନୀ ସମାରୋହ <box>711 121 805 143</box>
rcd-line1: Govt. of Jharkhand <box>784 872 864 881</box>
rcd-note1: Estimated Cost may be increase or decrease <box>712 1155 870 1163</box>
table-row <box>713 1311 936 1330</box>
registration-dots-1 <box>40 1485 120 1496</box>
award-photo-right-art <box>346 146 568 356</box>
rcd-cell-6-2: 9199867872 <box>785 1101 936 1128</box>
latehar-th-5: अक्षर में <box>585 916 660 935</box>
rcd-cell-1-2: Rs. 6,42,91,617.25 (Rupees Six Crores Forty Two Lakh Ninety One Thousand Six hundred Seventeen and Paise Twenty Five) only <box>785 972 936 999</box>
latehar-line1: कार्यपालक अभियन्ता का कार्यालय <box>462 872 600 885</box>
pakur-td-4: 15 माह <box>307 1021 349 1048</box>
pakur-sign: कार्यपालक अभियंता ग्रामीण कार्य विभाग, कार्य प्रमण्डल, पाकुड़ <box>201 1100 350 1109</box>
latehar-th-3: कार्य का नाम <box>475 916 530 935</box>
chatra-cell-5-3: 25.10.2024 समय 05:00 बजे अपराह्न <box>570 1353 700 1372</box>
rcd-cell-4-0: 5 <box>713 1038 722 1074</box>
table-row <box>713 1018 936 1037</box>
birsa-headline-box <box>588 72 940 112</box>
panchayat-footer: The firms, those who have already submitted their tender need not submit fresh tender. Other terms and condition remains the same. <box>712 1371 936 1388</box>
latehar-td-3: मासीयातू से तरवाही तक पथ निर्माण। <box>475 936 530 963</box>
work-cell-3-1: Construction of Additional Classroom at Sidheswari Govt. High School, R.N. Pur <box>726 1350 877 1369</box>
story-subhead: ମୁଖ୍ୟ ଶାସନ ସଚିବଙ୍କ ଅଧ୍ୟକ୍ଷତାରେ ରାଜ୍ୟସ୍ତରୀୟ ତଦାରଖ କମିଟି ଗଠିତ <box>4 128 98 161</box>
rcd-cell-2-1: Time of Completion <box>722 999 785 1018</box>
chatra-cell-2-2: 17.09.2024 <box>455 1279 569 1298</box>
